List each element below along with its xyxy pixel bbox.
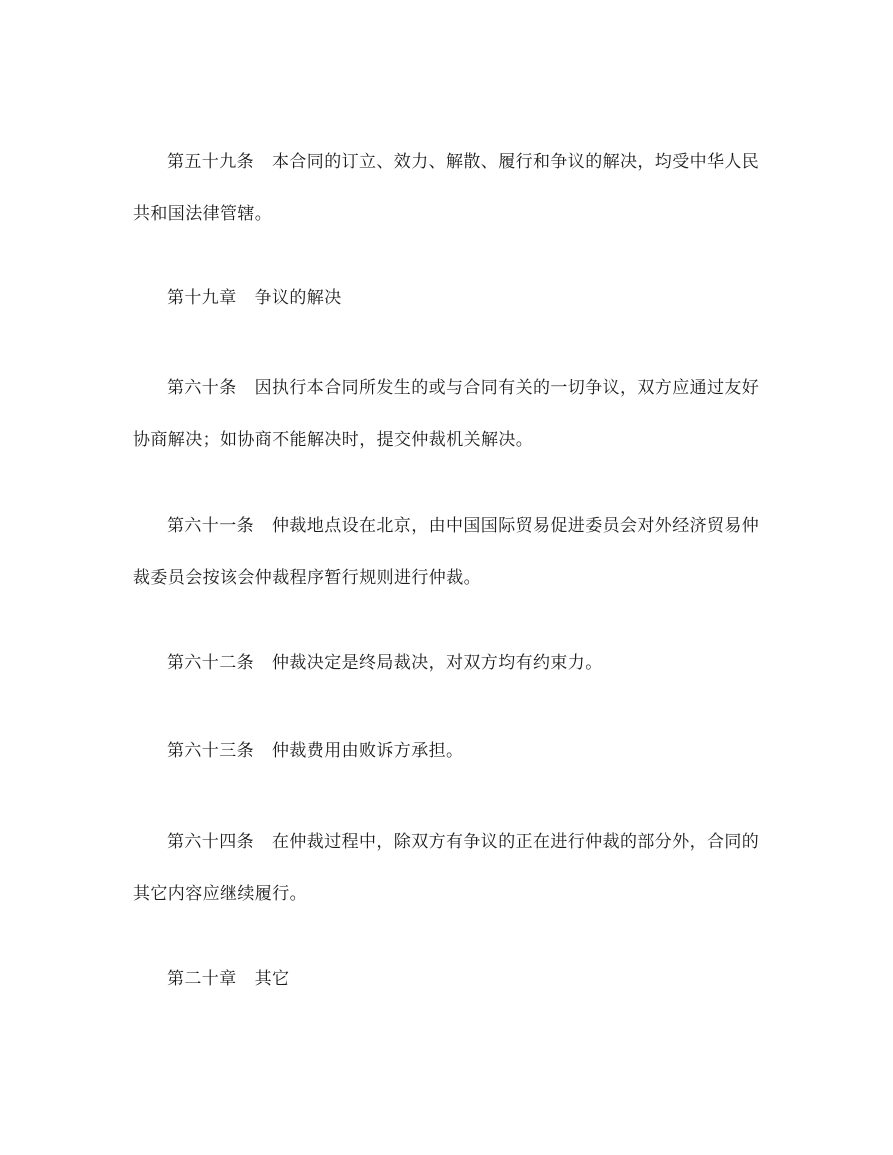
article-59-text: 本合同的订立、效力、解散、履行和争议的解决，均受中华人民共和国法律管辖。: [133, 152, 760, 224]
article-62-text: 仲裁决定是终局裁决，对双方均有约束力。: [272, 653, 603, 673]
article-60-label: 第六十条: [167, 378, 237, 398]
article-64-label: 第六十四条: [167, 832, 254, 852]
article-60: [133, 362, 773, 466]
chapter-20-heading: [167, 953, 289, 1005]
chapter-20-label: 第二十章: [167, 969, 237, 989]
article-59: [133, 136, 773, 240]
article-63-text: 仲裁费用由败诉方承担。: [272, 741, 464, 761]
article-63-label: 第六十三条: [167, 741, 254, 761]
article-62-label: 第六十二条: [167, 653, 254, 673]
article-61: [133, 500, 773, 604]
article-60-text: 因执行本合同所发生的或与合同有关的一切争议，双方应通过友好协商解决；如协商不能解决时，提交仲裁机关解决。: [133, 378, 760, 450]
chapter-20-title: 其它: [254, 969, 290, 989]
article-63: [133, 725, 773, 777]
article-64: [133, 816, 773, 920]
article-61-label: 第六十一条: [167, 516, 254, 536]
article-61-text: 仲裁地点设在北京，由中国国际贸易促进委员会对外经济贸易仲裁委员会按该会仲裁程序暂行规则进行仲裁。: [133, 516, 760, 588]
chapter-19-title: 争议的解决: [254, 288, 342, 308]
chapter-19-label: 第十九章: [167, 288, 237, 308]
article-64-text: 在仲裁过程中，除双方有争议的正在进行仲裁的部分外，合同的其它内容应继续履行。: [133, 832, 760, 904]
article-62: [133, 637, 773, 689]
article-59-label: 第五十九条: [167, 152, 254, 172]
chapter-19-heading: [167, 272, 342, 324]
